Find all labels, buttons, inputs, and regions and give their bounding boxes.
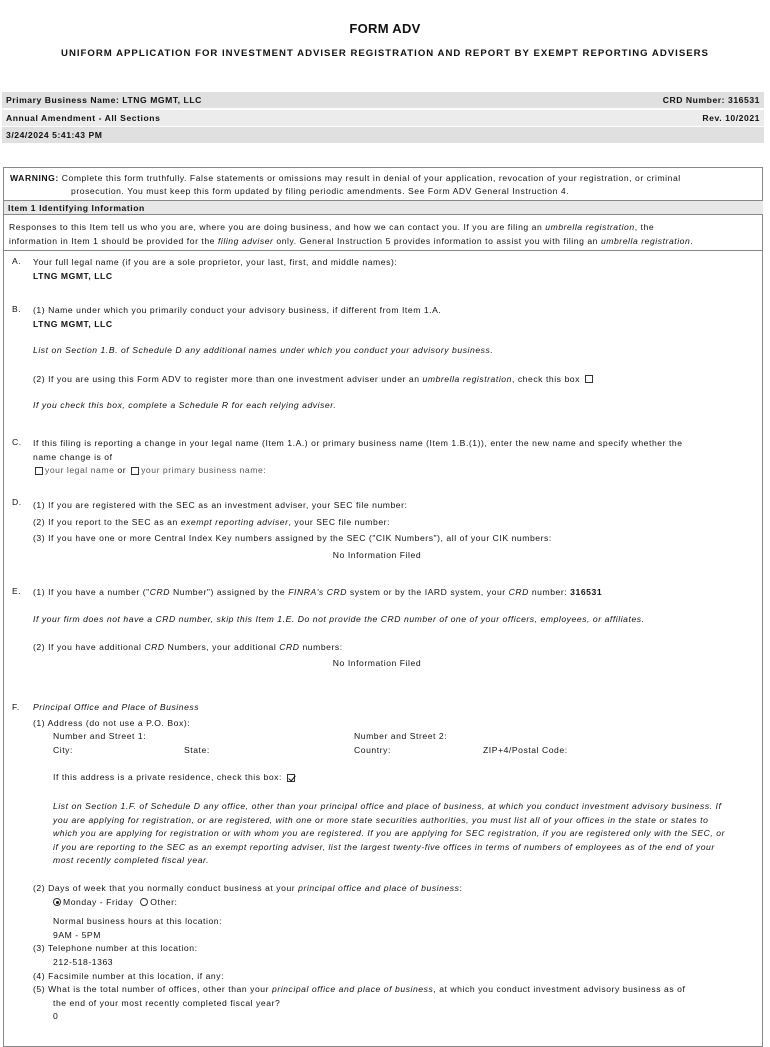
item-b-answer-1: LTNG MGMT, LLC [33,318,113,329]
item-f-question-3: (3) Telephone number at this location: [33,943,198,954]
divider [4,250,763,251]
e-finra-italic: FINRA's CRD [288,587,347,597]
warning-label: WARNING: [10,173,59,183]
city-label: City: [53,745,73,755]
item-d-q2-text: (2) If you report to the SEC as an [33,516,181,527]
item-b-question-2 [33,373,758,387]
item-f-question-5 [33,983,758,997]
private-residence-label: If this address is a private residence, check this box: [53,772,282,782]
business-name-checkbox[interactable] [131,467,139,475]
revision: Rev. 10/2021 [702,113,760,123]
item-f-letter: F. [12,702,20,712]
intro-text-2: information in Item 1 should be provided for the [9,235,218,246]
item-e-no-info: No Information Filed [332,657,422,668]
item-c-line-1: If this filing is reporting a change in your legal name (Item 1.A.) or primary business name (Item 1.B.(1)), enter the new name and specify whether the [33,438,683,448]
e-text-b: Number") assigned by the [170,587,289,597]
business-name-label: your primary business name: [141,465,267,475]
phone-value: 212-518-1363 [53,956,114,967]
item-c [33,437,761,478]
street2-label: Number and Street 2: [354,731,448,741]
item-b-letter: B. [12,304,22,314]
country-label: Country: [354,745,391,755]
item1-intro [9,221,761,248]
f5-end: , at which you conduct investment advisory business as of [433,984,686,995]
e-crd-italic: CRD [149,587,171,597]
offices-count: 0 [53,1011,59,1022]
note-line: most recently completed fiscal year. [53,855,210,866]
amendment-type: Annual Amendment - All Sections [6,113,161,123]
other-radio[interactable] [140,898,148,906]
item1-heading: Item 1 Identifying Information [4,200,763,215]
street1-label: Number and Street 1: [53,731,147,741]
form-subtitle: UNIFORM APPLICATION FOR INVESTMENT ADVISER REGISTRATION AND REPORT BY EXEMPT REPORTING ADVISERS [61,48,709,59]
or-label: or [117,465,127,475]
item-c-letter: C. [12,437,22,447]
item-f-question-5-line-2: the end of your most recently completed fiscal year? [53,997,281,1008]
item-d-q2-italic: exempt reporting adviser [180,516,289,527]
note-line: which you are applying for registration or with whom you are registered. If you are applying for SEC registration, if you are registered only with the SEC, or [53,828,726,839]
intro-text-end: , the [634,222,655,232]
header-row-timestamp [2,127,764,143]
f2-italic: principal office and place of business [298,883,460,893]
note-line: List on Section 1.F. of Schedule D any office, other than your principal office and place of business, at which you conduct investment advisory business. If [53,801,722,811]
form-title: FORM ADV [349,21,421,36]
crd-value: 316531 [570,587,603,597]
item-f-question-4: (4) Facsimile number at this location, if any: [33,970,225,981]
e-text-c: system or by the IARD system, your [346,587,509,597]
item-f-address [33,717,753,731]
item-d-question-2 [33,514,761,531]
f2-text: (2) Days of week that you normally conduct business at your [33,883,299,893]
f2-end: : [459,883,463,893]
item-f-question-1: (1) Address (do not use a P.O. Box): [33,718,191,728]
item-f-days [33,882,758,1024]
item-c-options [33,464,761,478]
intro-text-3: only. General Instruction 5 provides information to assist you with filing an [273,235,601,246]
e-text-a: (1) If you have a number (" [33,587,150,597]
private-residence-checkbox[interactable] [287,774,295,782]
e2-crd-italic-2: CRD [279,642,300,652]
item-a-question: Your full legal name (if you are a sole proprietor, your last, first, and middle names): [33,257,398,267]
e-crd-italic-2: CRD [508,587,529,597]
monday-friday-radio[interactable] [53,898,61,906]
timestamp: 3/24/2024 5:41:43 PM [6,130,103,140]
crd-number: CRD Number: 316531 [662,95,760,105]
item-e-question-1 [33,586,761,600]
warning-block [10,172,760,198]
f5-text: (5) What is the total number of offices, other than your [33,984,272,995]
item-d-question-1: (1) If you are registered with the SEC as an investment adviser, your SEC file number: [33,500,408,510]
monday-friday-label: Monday - Friday [63,896,134,907]
item-a-answer: LTNG MGMT, LLC [33,270,113,281]
item-e-question-2 [33,641,761,655]
hours-value: 9AM - 5PM [53,929,101,940]
item-d-no-info: No Information Filed [332,549,422,560]
note-line: if you are reporting to the SEC as an exempt reporting adviser, list the largest twenty-five offices in terms of numbers of employees as of the end of your [53,841,715,852]
legal-name-label: your legal name [45,465,115,475]
header-row-business [2,92,764,108]
item-b-q2-end: , check this box [511,373,580,384]
f5-italic: principal office and place of business [271,984,434,995]
private-residence-row [53,772,297,782]
item-d [33,497,761,563]
item-b-note-2: If you check this box, complete a Schedule R for each relying adviser. [33,400,337,410]
intro-italic-3: umbrella registration [600,235,691,246]
intro-italic: umbrella registration [545,222,635,232]
intro-text-4: . [690,235,694,246]
primary-business-name: Primary Business Name: LTNG MGMT, LLC [6,95,202,105]
note-line: you are applying for registration, or are registered, with one or more state securities authorities, you must list all of your offices in the state or states to [53,814,709,825]
item-d-letter: D. [12,497,22,507]
item-f-question-2 [33,882,758,896]
e2-text-a: (2) If you have additional [33,642,145,652]
item-e-note: If your firm does not have a CRD number, skip this Item 1.E. Do not provide the CRD number of one of your officers, employees, or affiliates. [33,613,645,624]
legal-name-checkbox[interactable] [35,467,43,475]
item-b-q2-italic: umbrella registration [422,373,512,384]
other-label: Other: [150,896,178,907]
item-d-q2-end: , your SEC file number: [288,516,391,527]
e2-text-c: numbers: [299,642,343,652]
zip-label: ZIP+4/Postal Code: [483,745,568,755]
item-e [33,586,761,670]
intro-text: Responses to this Item tell us who you are, where you are doing business, and how we can contact you. If you are filing an [9,222,546,232]
form-page [0,21,770,1045]
item-e-letter: E. [12,586,22,596]
item-a [33,256,397,283]
item-f-heading: Principal Office and Place of Business [33,702,200,712]
item-d-question-3: (3) If you have one or more Central Index Key numbers assigned by the SEC ("CIK Numbers"), all of your CIK numbers: [33,533,552,543]
warning-line-2: prosecution. You must keep this form updated by filing periodic amendments. See Form ADV General Instruction 4. [71,186,570,196]
state-label: State: [184,745,210,755]
e-text-d: number: [528,587,571,597]
item-b-question-1: (1) Name under which you primarily conduct your advisory business, if different from Item 1.A. [33,305,442,315]
warning-line-1: Complete this form truthfully. False statements or omissions may result in denial of your application, revocation of your registration, or criminal [61,173,681,183]
intro-italic-2: filing adviser [217,235,274,246]
days-options [33,896,758,910]
item-b-q2-text: (2) If you are using this Form ADV to register more than one investment adviser under an [33,373,423,384]
item-c-line-2: name change is of [33,451,113,462]
hours-label: Normal business hours at this location: [53,916,223,927]
umbrella-checkbox[interactable] [585,375,593,383]
item-b [33,304,758,413]
item-b-note-1: List on Section 1.B. of Schedule D any additional names under which you conduct your advisory business. [33,345,494,355]
e2-crd-italic: CRD [144,642,165,652]
e2-text-b: Numbers, your additional [164,642,280,652]
item-f-note [53,800,758,868]
item-a-letter: A. [12,256,22,266]
header-row-amendment [2,110,764,126]
